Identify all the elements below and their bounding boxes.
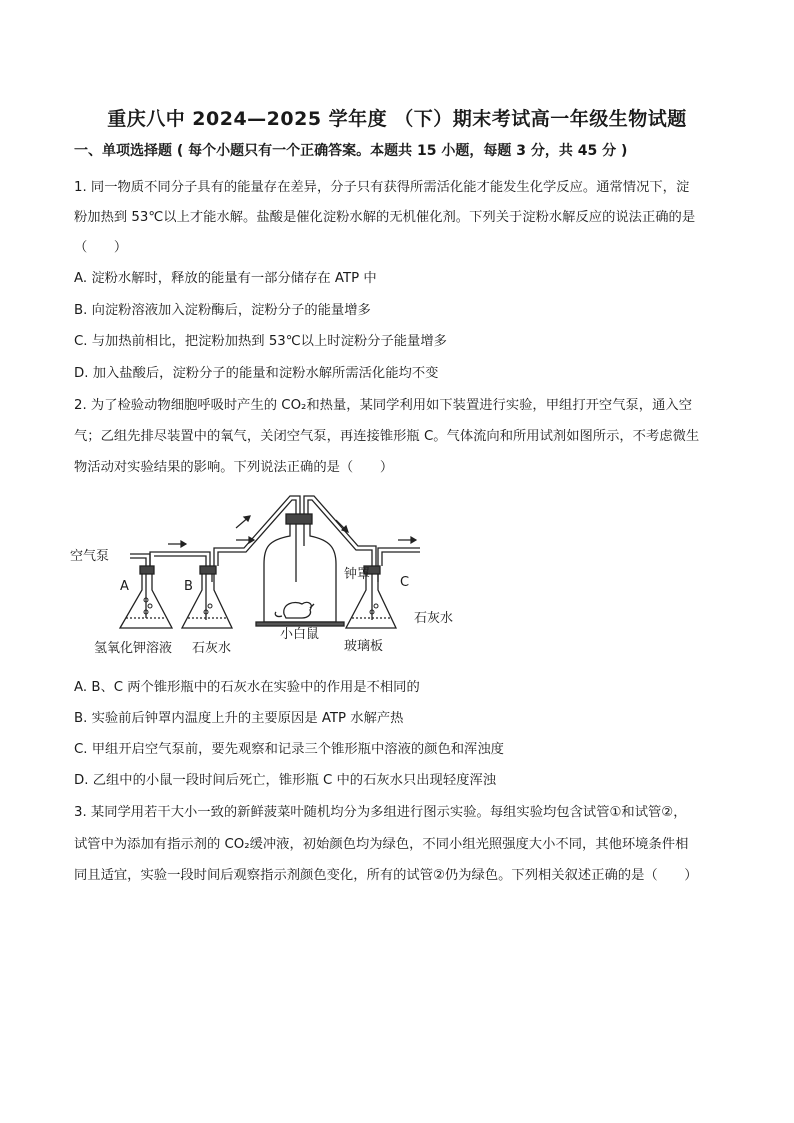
q2-option-b: B. 实验前后钟罩内温度上升的主要原因是 ATP 水解产热 — [74, 711, 404, 726]
label-limewater-c: 石灰水 — [414, 611, 454, 626]
q2-option-d: D. 乙组中的小鼠一段时间后死亡，锥形瓶 C 中的石灰水只出现轻度浑浊 — [74, 773, 497, 788]
q2-line-3: 物活动对实验结果的影响。下列说法正确的是（ ） — [74, 460, 394, 475]
q3-line-3: 同且适宜，实验一段时间后观察指示剂颜色变化，所有的试管②仍为绿色。下列相关叙述正确的是（ ） — [74, 868, 698, 883]
q1-line-3: （ ） — [74, 240, 128, 255]
q3-line-1: 3. 某同学用若干大小一致的新鲜菠菜叶随机均分为多组进行图示实验。每组实验均包含试管①和试管②， — [74, 805, 687, 820]
label-mouse: 小白鼠 — [280, 627, 320, 642]
q1-option-a: A. 淀粉水解时，释放的能量有一部分储存在 ATP 中 — [74, 271, 377, 286]
q2-line-2: 气；乙组先排尽装置中的氧气，关闭空气泵，再连接锥形瓶 C。气体流向和所用试剂如图所示，不考虑微生 — [74, 429, 700, 444]
label-bell-jar: 钟罩 — [344, 567, 371, 582]
label-flask-b: B — [184, 579, 193, 594]
label-glass-plate: 玻璃板 — [344, 639, 384, 654]
label-air-pump: 空气泵 — [70, 549, 110, 564]
q1-option-c: C. 与加热前相比，把淀粉加热到 53℃以上时淀粉分子能量增多 — [74, 334, 447, 349]
page-title: 重庆八中 2024—2025 学年度 （下）期末考试高一年级生物试题 — [107, 108, 687, 130]
label-flask-a: A — [120, 579, 129, 594]
label-limewater-b: 石灰水 — [192, 641, 232, 656]
label-koh-solution: 氢氧化钾溶液 — [94, 641, 173, 656]
q1-line-1: 1. 同一物质不同分子具有的能量存在差异，分子只有获得所需活化能才能发生化学反应。通常情况下，淀 — [74, 180, 690, 195]
q1-option-b: B. 向淀粉溶液加入淀粉酶后，淀粉分子的能量增多 — [74, 303, 371, 318]
q3-line-2: 试管中为添加有指示剂的 CO₂缓冲液，初始颜色均为绿色，不同小组光照强度大小不同，其他环境条件相 — [74, 837, 689, 852]
label-flask-c: C — [400, 575, 410, 590]
q1-option-d: D. 加入盐酸后，淀粉分子的能量和淀粉水解所需活化能均不变 — [74, 366, 439, 381]
q1-line-2: 粉加热到 53℃以上才能水解。盐酸是催化淀粉水解的无机催化剂。下列关于淀粉水解反应的说法正确的是 — [74, 210, 696, 225]
apparatus-diagram — [68, 486, 468, 658]
section-heading: 一、单项选择题 ( 每个小题只有一个正确答案。本题共 15 小题，每题 3 分，共 45 分 ) — [74, 143, 628, 159]
q2-line-1: 2. 为了检验动物细胞呼吸时产生的 CO₂和热量，某同学利用如下装置进行实验，甲组打开空气泵，通入空 — [74, 398, 692, 413]
q2-option-c: C. 甲组开启空气泵前，要先观察和记录三个锥形瓶中溶液的颜色和浑浊度 — [74, 742, 504, 757]
q2-option-a: A. B、C 两个锥形瓶中的石灰水在实验中的作用是不相同的 — [74, 680, 420, 695]
